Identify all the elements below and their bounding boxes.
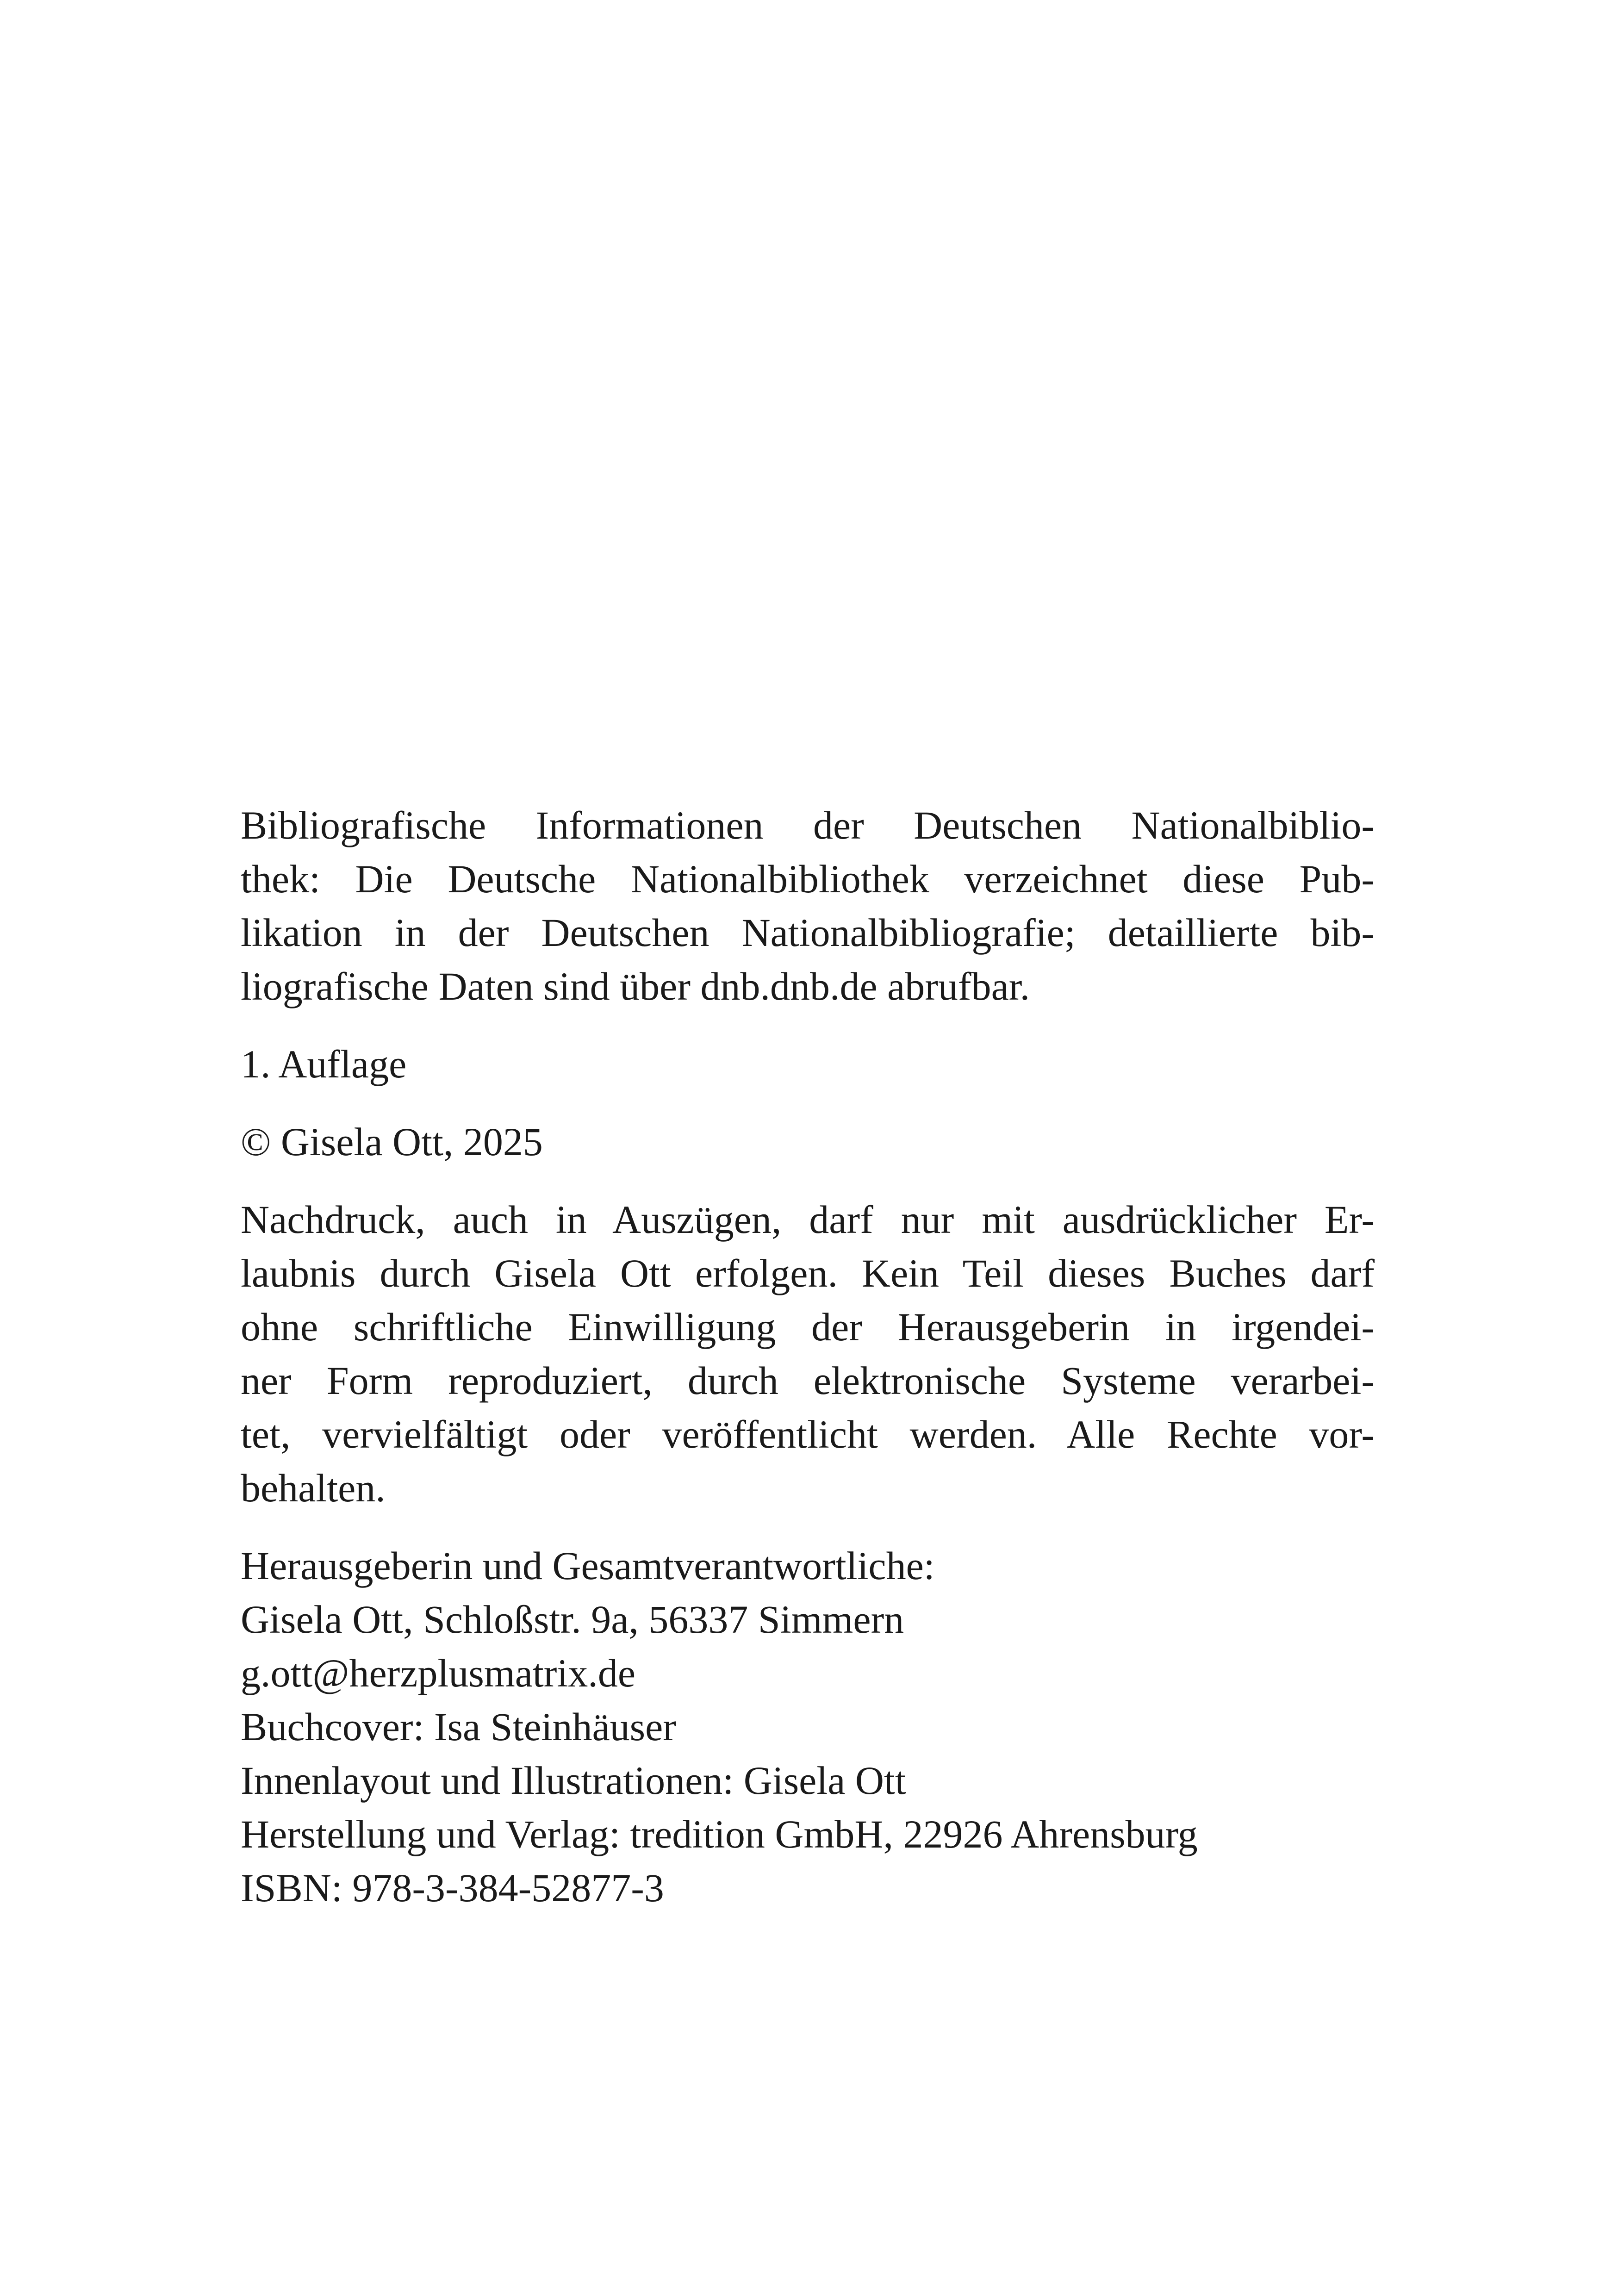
rights-notice-line: Nachdruck, auch in Auszügen, darf nur mit ausdrücklicher Er- <box>241 1197 1375 1242</box>
bibliographic-info-line: Bibliografische Informationen der Deutschen Nationalbiblio- <box>241 803 1375 847</box>
isbn-text: ISBN: 978-3-384-52877-3 <box>241 1866 664 1910</box>
cover-credit: Buchcover: Isa Steinhäuser <box>241 1705 676 1749</box>
rights-notice-line: ohne schriftliche Einwilligung der Herausgeberin in irgendei- <box>241 1305 1375 1349</box>
publisher-label: Herausgeberin und Gesamtverantwortliche: <box>241 1543 935 1588</box>
imprint-block <box>241 798 1375 1915</box>
credits-block <box>241 1539 1375 1915</box>
rights-notice-line: behalten. <box>241 1466 386 1510</box>
publisher-address: Gisela Ott, Schloßstr. 9a, 56337 Simmern <box>241 1597 904 1642</box>
rights-notice-line: tet, vervielfältigt oder veröffentlicht werden. Alle Rechte vor- <box>241 1412 1375 1456</box>
bibliographic-info-paragraph <box>241 798 1375 1013</box>
copyright-text: © Gisela Ott, 2025 <box>241 1120 543 1164</box>
edition-paragraph <box>241 1037 1375 1091</box>
edition-text: 1. Auflage <box>241 1042 407 1086</box>
rights-notice-line: laubnis durch Gisela Ott erfolgen. Kein Teil dieses Buches darf <box>241 1251 1375 1295</box>
publisher-email: g.ott@herzplusmatrix.de <box>241 1651 635 1695</box>
bibliographic-info-line: liografische Daten sind über dnb.dnb.de abrufbar. <box>241 964 1030 1008</box>
layout-credit: Innenlayout und Illustrationen: Gisela Ott <box>241 1758 906 1803</box>
bibliographic-info-line: thek: Die Deutsche Nationalbibliothek verzeichnet diese Pub- <box>241 857 1375 901</box>
rights-notice-line: ner Form reproduziert, durch elektronische Systeme verarbei- <box>241 1358 1375 1403</box>
bibliographic-info-line: likation in der Deutschen Nationalbibliografie; detaillierte bib- <box>241 910 1375 955</box>
production-credit: Herstellung und Verlag: tredition GmbH, 22926 Ahrensburg <box>241 1812 1198 1856</box>
rights-notice-paragraph <box>241 1193 1375 1515</box>
copyright-paragraph <box>241 1115 1375 1169</box>
